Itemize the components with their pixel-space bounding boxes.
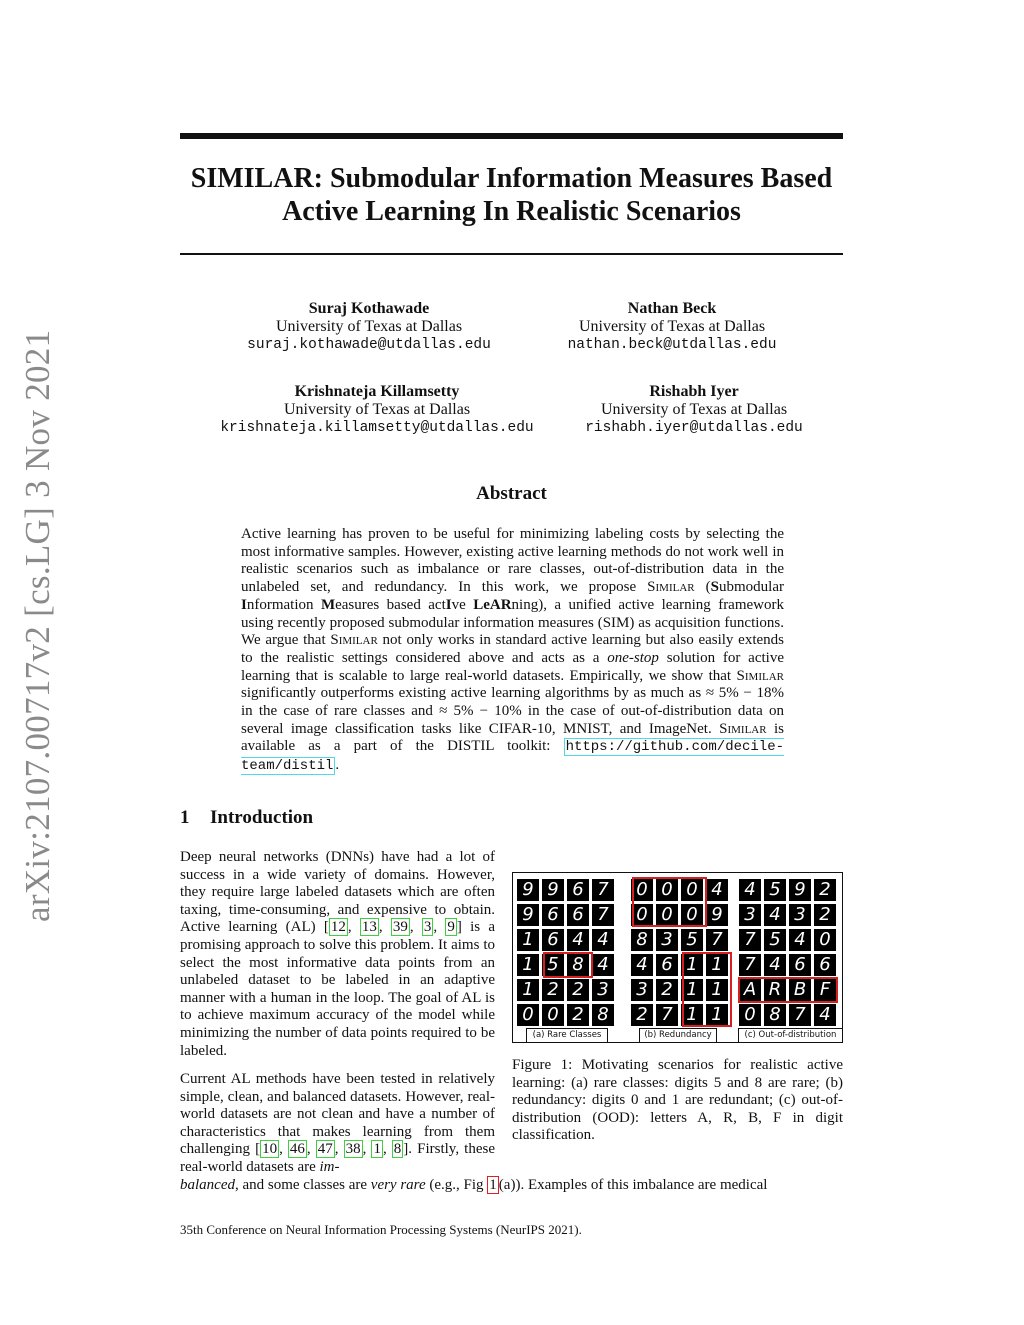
panel-label: (a) Rare Classes: [526, 1028, 608, 1043]
digit-cell: 2: [567, 979, 589, 1001]
digit-cell: 6: [542, 929, 564, 951]
digit-cell: 2: [631, 1004, 653, 1026]
digit-cell: A: [739, 979, 761, 1001]
author-email[interactable]: suraj.kothawade@utdallas.edu: [247, 337, 491, 353]
author-block: [197, 383, 557, 437]
digit-cell: 4: [764, 954, 786, 976]
digit-cell: 0: [656, 904, 678, 926]
digit-cell: 2: [567, 1004, 589, 1026]
digit-cell: 7: [789, 1004, 811, 1026]
digit-cell: 7: [739, 929, 761, 951]
digit-cell: 0: [631, 904, 653, 926]
digit-cell: 4: [592, 929, 614, 951]
digit-cell: 4: [567, 929, 589, 951]
digit-cell: 1: [681, 1004, 703, 1026]
figure-reference-link[interactable]: 1: [489, 1177, 497, 1193]
digit-cell: 6: [567, 904, 589, 926]
panel-label: (b) Redundancy: [639, 1028, 717, 1043]
citation-link[interactable]: 13: [361, 919, 377, 936]
digit-cell: 8: [631, 929, 653, 951]
digit-cell: 9: [517, 904, 539, 926]
highlight-box: [543, 952, 593, 978]
abstract-heading: Abstract: [476, 483, 547, 504]
digit-cell: 4: [706, 879, 728, 901]
citation-link[interactable]: 47: [317, 1141, 333, 1158]
digit-cell: 0: [681, 904, 703, 926]
digit-cell: 2: [656, 979, 678, 1001]
digit-cell: 5: [764, 879, 786, 901]
figure-1: [512, 872, 843, 1043]
digit-cell: 0: [681, 879, 703, 901]
intro-paragraph-2-continued: balanced, and some classes are very rare (e.g., Fig 1 (a)). Examples of this imbalance are medical: [180, 1177, 768, 1193]
section-heading-introduction: 1 Introduction: [180, 807, 314, 828]
digit-cell: 3: [789, 904, 811, 926]
citation-link[interactable]: 9: [447, 919, 455, 936]
title-line-1: SIMILAR: Submodular Information Measures Based: [190, 163, 833, 194]
citation-link[interactable]: 46: [289, 1141, 305, 1158]
author-name: Krishnateja Killamsetty: [294, 383, 460, 400]
digit-cell: 6: [567, 879, 589, 901]
distil-github-link[interactable]: https://github.com/decile-team/distil: [241, 739, 784, 775]
author-block: [492, 300, 852, 354]
digit-cell: 9: [789, 879, 811, 901]
digit-cell: 1: [706, 1004, 728, 1026]
digit-cell: 4: [631, 954, 653, 976]
digit-cell: 4: [789, 929, 811, 951]
digit-cell: 3: [739, 904, 761, 926]
digit-cell: 7: [656, 1004, 678, 1026]
digit-cell: 0: [739, 1004, 761, 1026]
figure-1-caption: Figure 1: Motivating scenarios for realistic active learning: (a) rare classes: digits 5 and 8 are rare; (b) redundancy: digits 0 and 1 are redundant; (c) out-of-distribution (OOD): letters A, R, B, F in digit classification.: [512, 1057, 843, 1144]
digit-cell: 1: [706, 954, 728, 976]
title-line-2: Active Learning In Realistic Scenarios: [282, 196, 741, 227]
digit-cell: 8: [567, 954, 589, 976]
citation-link[interactable]: 39: [392, 919, 408, 936]
citation-link[interactable]: 3: [423, 919, 432, 936]
author-name: Suraj Kothawade: [308, 300, 430, 317]
digit-cell: 0: [631, 879, 653, 901]
digit-cell: 4: [739, 879, 761, 901]
highlight-box: [738, 977, 838, 1003]
author-email[interactable]: krishnateja.killamsetty@utdallas.edu: [220, 420, 534, 436]
digit-cell: 5: [764, 929, 786, 951]
digit-cell: 6: [789, 954, 811, 976]
digit-cell: 5: [681, 929, 703, 951]
author-affiliation: University of Texas at Dallas: [600, 401, 788, 418]
citation-link[interactable]: 8: [393, 1141, 402, 1158]
paper-title: [180, 162, 843, 228]
panel-label: (c) Out-of-distribution: [738, 1028, 843, 1043]
digit-cell: 6: [656, 954, 678, 976]
digit-cell: 3: [592, 979, 614, 1001]
citation-link[interactable]: 38: [345, 1141, 361, 1158]
digit-cell: 8: [764, 1004, 786, 1026]
arxiv-identifier: arXiv:2107.00717v2 [cs.LG] 3 Nov 2021: [18, 329, 57, 922]
digit-cell: 2: [542, 979, 564, 1001]
digit-cell: 2: [814, 879, 836, 901]
digit-cell: 7: [592, 879, 614, 901]
intro-paragraph-1: Deep neural networks (DNNs) have had a lot of success in a wide variety of domains. However, they require large labeled datasets which are often taxing, time-consuming, and expensive to obtain. Active learning (AL) [ 12 , 13 , 39 , 3 , 9 ] is a promising approach to solve this problem. It aims to select the most informative data points from an unlabeled dataset to be labeled in an adaptive manner with a human in the loop. The goal of AL is to achieve maximum accuracy of the model while minimizing the number of data points required to be labeled.: [180, 849, 496, 1059]
digit-cell: 6: [542, 904, 564, 926]
digit-cell: 9: [517, 879, 539, 901]
digit-cell: 1: [517, 979, 539, 1001]
digit-cell: 4: [814, 1004, 836, 1026]
digit-cell: 0: [814, 929, 836, 951]
author-affiliation: University of Texas at Dallas: [275, 318, 463, 335]
digit-cell: 1: [706, 979, 728, 1001]
digit-cell: 2: [814, 904, 836, 926]
digit-cell: 8: [592, 1004, 614, 1026]
citation-link[interactable]: 1: [373, 1141, 381, 1158]
digit-cell: 0: [517, 1004, 539, 1026]
digit-cell: 1: [517, 954, 539, 976]
author-affiliation: University of Texas at Dallas: [283, 401, 471, 418]
digit-cell: 7: [739, 954, 761, 976]
digit-cell: 5: [542, 954, 564, 976]
title-bottom-rule: [180, 253, 843, 255]
digit-cell: 9: [542, 879, 564, 901]
title-top-rule: [180, 133, 843, 139]
digit-cell: B: [789, 979, 811, 1001]
digit-cell: 0: [656, 879, 678, 901]
digit-cell: F: [814, 979, 836, 1001]
citation-link[interactable]: 10: [262, 1141, 278, 1158]
highlight-box: [632, 877, 707, 927]
digit-cell: 1: [681, 954, 703, 976]
digit-cell: 7: [706, 929, 728, 951]
author-affiliation: University of Texas at Dallas: [578, 318, 766, 335]
citation-link[interactable]: 12: [330, 919, 346, 936]
intro-paragraph-2: Current AL methods have been tested in relatively simple, clean, and balanced datasets. However, real-world datasets are not clean and have a number of characteristics that makes learning from them challenging [ 10 , 46 , 47 , 38 , 1 , 8 ]. Firstly, these real-world datasets are im-: [180, 1071, 495, 1175]
highlight-box: [682, 952, 732, 1027]
digit-cell: 3: [631, 979, 653, 1001]
abstract-body: Active learning has proven to be useful for minimizing labeling costs by selecting the most informative samples. However, existing active learning methods do not work well in realistic scenarios such as imbalance or rare classes, out-of-distribution data in the unlabeled set, and redundancy. In this work, we propose Similar (Submodular Information Measures based actIve LeARning), a unified active learning framework using recently proposed submodular information measures (SIM) as acquisition functions. We argue that Similar not only works in standard active learning but also easily extends to the realistic settings considered above and acts as a one-stop solution for active learning that is scalable to large real-world datasets. Empirically, we show that Similar significantly outperforms existing active learning algorithms by as much as ≈ 5% − 18% in the case of rare classes and ≈ 5% − 10% in the case of out-of-distribution data on several image classification tasks like CIFAR-10, MNIST, and ImageNet. Similar is available as a part of the DISTIL toolkit: https://github.com/decile-team/distil .: [241, 526, 784, 775]
author-email[interactable]: rishabh.iyer@utdallas.edu: [585, 420, 803, 436]
digit-cell: 7: [592, 904, 614, 926]
conference-footer: 35th Conference on Neural Information Processing Systems (NeurIPS 2021).: [180, 1222, 582, 1237]
digit-cell: 4: [592, 954, 614, 976]
digit-cell: 1: [681, 979, 703, 1001]
digit-cell: 4: [764, 904, 786, 926]
digit-cell: 3: [656, 929, 678, 951]
digit-cell: R: [764, 979, 786, 1001]
digit-cell: 9: [706, 904, 728, 926]
author-name: Rishabh Iyer: [649, 383, 739, 400]
author-email[interactable]: nathan.beck@utdallas.edu: [567, 337, 777, 353]
digit-cell: 0: [542, 1004, 564, 1026]
digit-cell: 6: [814, 954, 836, 976]
author-name: Nathan Beck: [627, 300, 717, 317]
author-block: [514, 383, 874, 437]
digit-cell: 1: [517, 929, 539, 951]
